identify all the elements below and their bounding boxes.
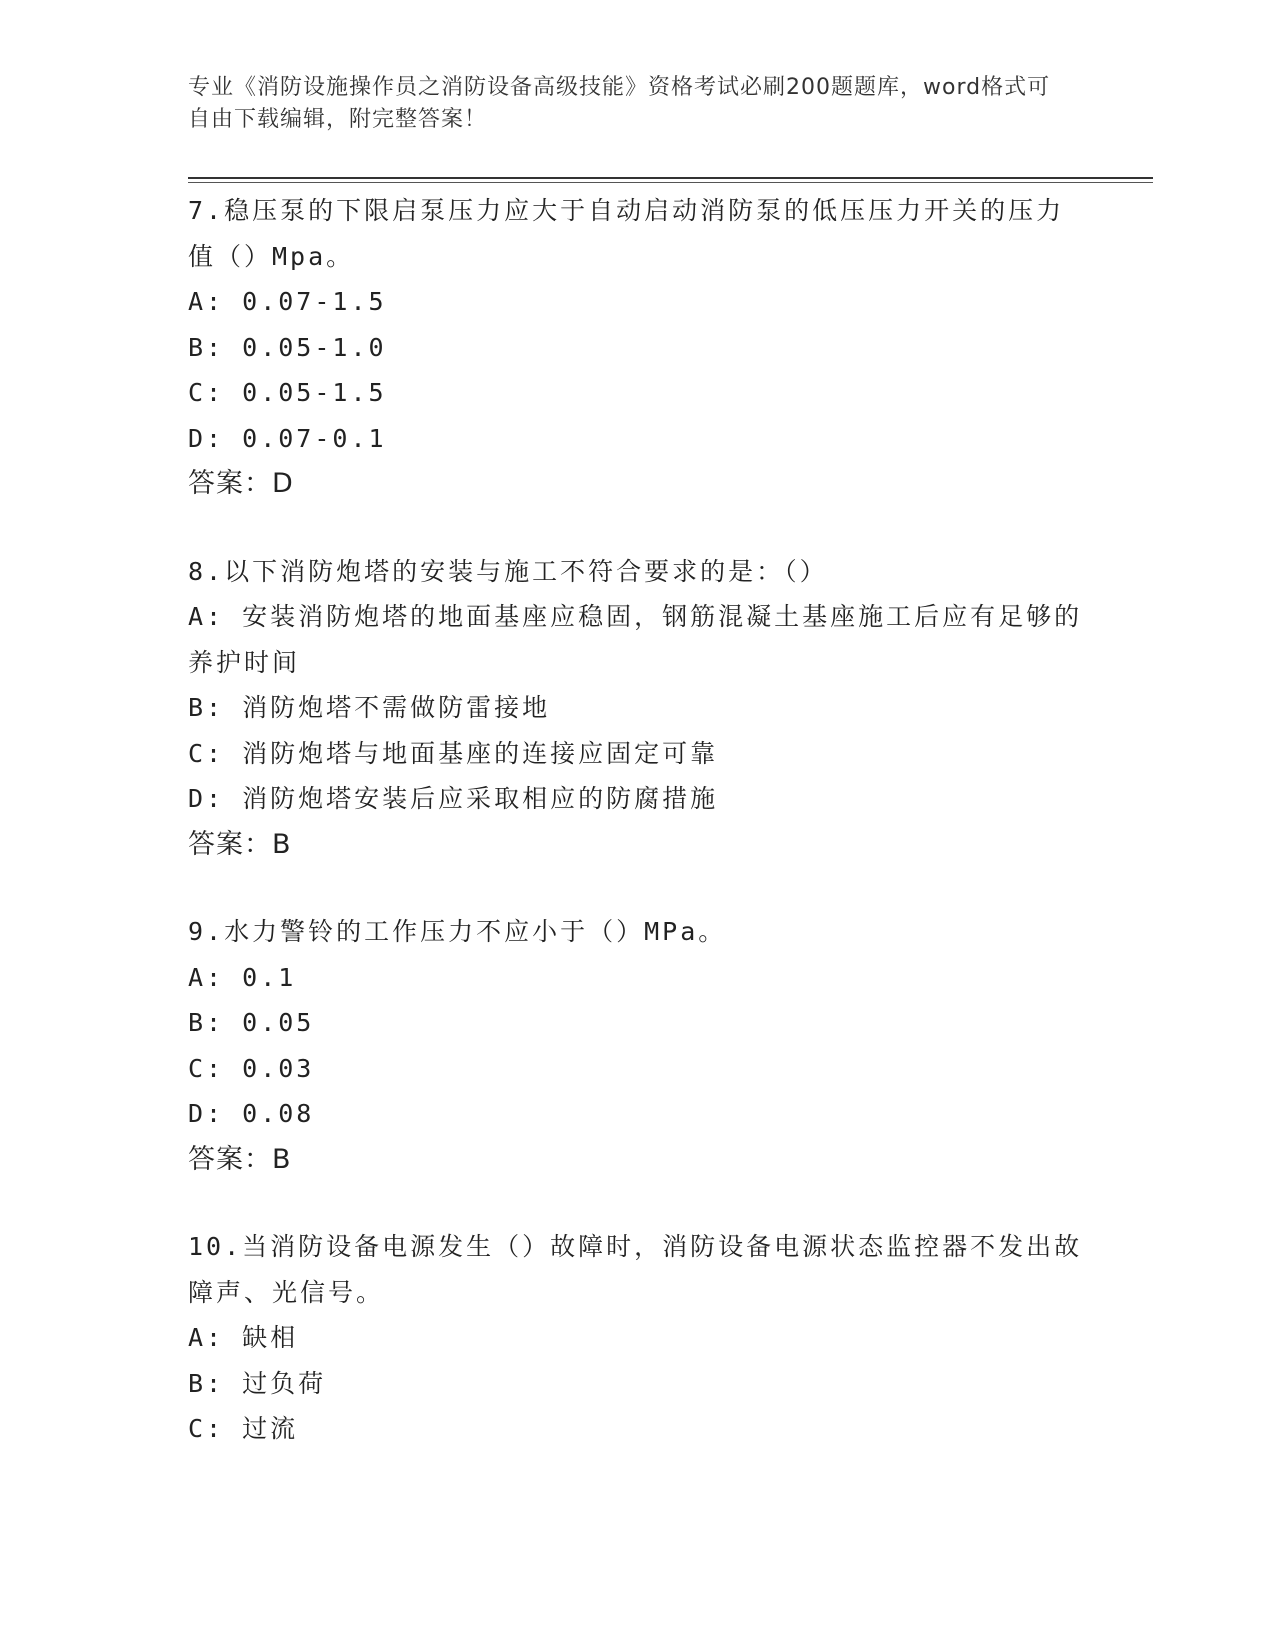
option-b: B: 0.05-1.0 <box>188 332 387 362</box>
option-c: C: 消防炮塔与地面基座的连接应固定可靠 <box>188 738 719 768</box>
option-d: D: 0.07-0.1 <box>188 423 387 453</box>
option-b: B: 0.05 <box>188 1008 315 1037</box>
question-10 <box>188 1224 1088 1452</box>
option-d: D: 消防炮塔安装后应采取相应的防腐措施 <box>188 784 719 813</box>
answer-line: 答案：B <box>188 828 292 860</box>
question-stem: 9.水力警铃的工作压力不应小于（）MPa。 <box>188 917 727 946</box>
option-d: D: 0.08 <box>188 1099 315 1128</box>
option-a: A: 0.1 <box>188 962 297 992</box>
option-a: A: 0.07-1.5 <box>188 287 387 316</box>
option-a: A: 安装消防炮塔的地面基座应稳固，钢筋混凝土基座施工后应有足够的养护时间 <box>188 602 1083 677</box>
question-list <box>188 188 1088 1452</box>
header-divider-thick <box>188 177 1153 179</box>
answer-line: 答案：B <box>188 1143 292 1175</box>
answer-line: 答案：D <box>188 468 294 499</box>
question-stem: 7.稳压泵的下限启泵压力应大于自动启动消防泵的低压压力开关的压力值（）Mpa。 <box>188 196 1065 271</box>
question-stem: 8.以下消防炮塔的安装与施工不符合要求的是：（） <box>188 556 828 586</box>
question-8 <box>188 549 1088 868</box>
question-stem: 10.当消防设备电源发生（）故障时，消防设备电源状态监控器不发出故障声、光信号。 <box>188 1232 1083 1307</box>
option-a: A: 缺相 <box>188 1323 299 1352</box>
option-c: C: 0.03 <box>188 1053 315 1083</box>
header-divider-thin <box>188 182 1153 183</box>
option-c: C: 过流 <box>188 1414 299 1443</box>
option-b: B: 过负荷 <box>188 1368 327 1398</box>
question-7 <box>188 188 1088 507</box>
document-header: 专业《消防设施操作员之消防设备高级技能》资格考试必刷200题题库，word格式可自由下载编辑，附完整答案！ <box>188 75 1051 132</box>
question-9 <box>188 909 1088 1182</box>
option-c: C: 0.05-1.5 <box>188 378 387 407</box>
option-b: B: 消防炮塔不需做防雷接地 <box>188 693 551 722</box>
